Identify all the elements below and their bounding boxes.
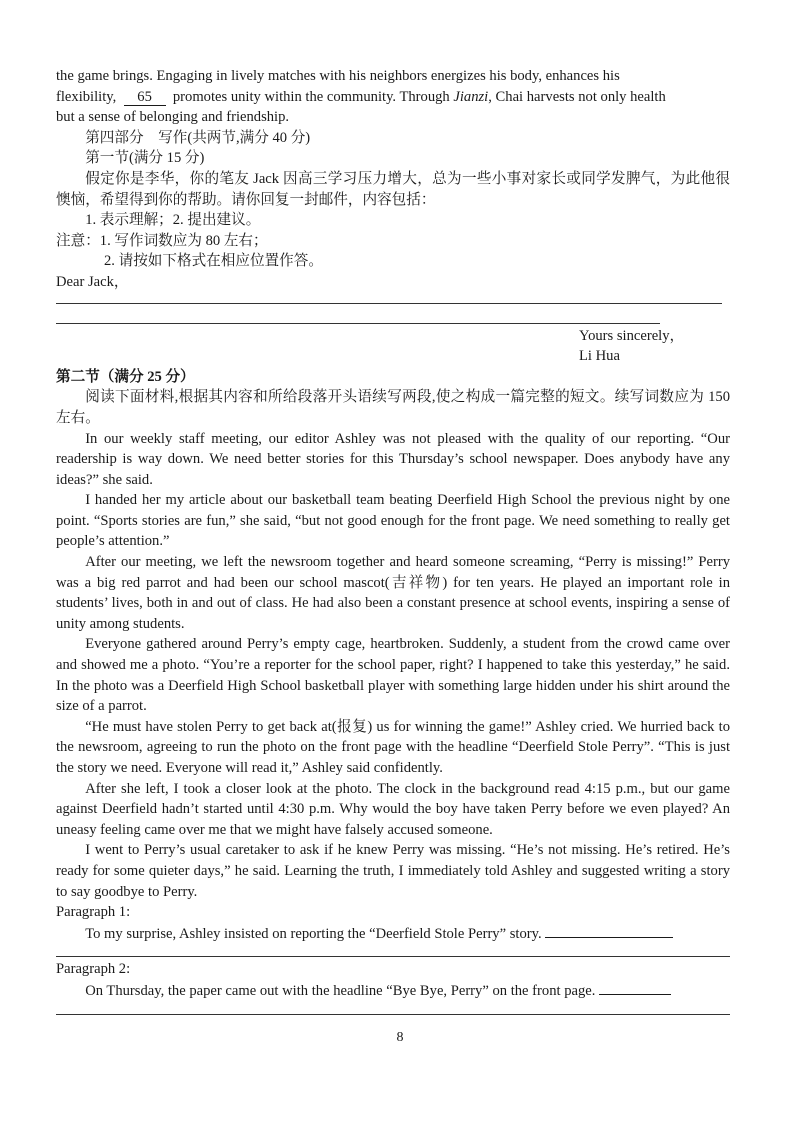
story-paragraph: After she left, I took a closer look at the photo. The clock in the background read 4:15 p.m., but our game against Deerfield hadn’t started until 4:30 p.m. Why would the boy have taken Perry before we even played? An uneasy feeling came over me that we might have falsely accused someone. — [56, 780, 730, 838]
letter-closing: Yours sincerely， — [579, 327, 685, 344]
paragraph1-start: To my surprise, Ashley insisted on reporting the “Deerfield Stole Perry” story. — [56, 923, 730, 945]
note-line: 2. 请按如下格式在相应位置作答。 — [104, 253, 323, 270]
answer-blank-65[interactable]: 65 — [124, 89, 166, 106]
page-number: 8 — [396, 1030, 404, 1045]
answer-line[interactable] — [545, 923, 673, 938]
story-paragraph: I went to Perry’s usual caretaker to ask if he knew Perry was missing. “He’s not missing. He’s retired. He’s ready for some quieter days,” he said. Learning the truth, I immediately told Ashley and suggested writing a story to say goodbye to Perry. — [56, 842, 730, 900]
letter-signature: Li Hua — [579, 348, 620, 365]
reading-line: but a sense of belonging and friendship. — [56, 109, 290, 126]
story-paragraph: I handed her my article about our basketball team beating Deerfield High School the previous night by one point. “Sports stories are fun,” she said, “but not good enough for the front page. We need something to really get people’s attention.” — [56, 492, 730, 550]
answer-line[interactable] — [599, 980, 671, 995]
story-paragraph: “He must have stolen Perry to get back at(报复) us for winning the game!” Ashley cried. We hurried back to the newsroom, agreeing to run the photo on the front page with the headline “Deerfield Stole Perry”. “This is just the story we need. Everyone will read it,” Ashley said confidently. — [56, 718, 730, 776]
section1-prompt: 假定你是李华，你的笔友 Jack 因高三学习压力增大，总为一些小事对家长或同学发脾气，为此他很懊恼，希望得到你的帮助。请你回复一封邮件，内容包括： — [56, 170, 730, 208]
note-line: 注意：1. 写作词数应为 80 左右； — [56, 232, 268, 249]
exam-page — [56, 66, 730, 1015]
section1-title: 第一节(满分 15 分) — [85, 150, 205, 167]
paragraph1-label: Paragraph 1: — [56, 904, 131, 921]
part-title: 第四部分 写作(共两节,满分 40 分) — [85, 129, 311, 146]
paragraph2-start: On Thursday, the paper came out with the headline “Bye Bye, Perry” on the front page. — [56, 980, 730, 1002]
task-points: 1. 表示理解；2. 提出建议。 — [85, 212, 261, 229]
writing-line[interactable] — [56, 1014, 730, 1015]
paragraph2-label: Paragraph 2: — [56, 961, 131, 978]
reading-line: flexibility, 65 promotes unity within the community. Through Jianzi, Chai harvests not only health — [56, 88, 666, 105]
story-paragraph: In our weekly staff meeting, our editor Ashley was not pleased with the quality of our reporting. “Our readership is way down. We need better stories for this Thursday’s school newspaper. Does anybody have any ideas?” she said. — [56, 430, 730, 488]
reading-line: the game brings. Engaging in lively matches with his neighbors energizes his body, enhances his — [56, 68, 620, 84]
section2-title: 第二节（满分 25 分） — [56, 368, 195, 385]
letter-greeting: Dear Jack， — [56, 273, 129, 290]
story-paragraph: After our meeting, we left the newsroom together and heard someone screaming, “Perry is missing!” Perry was a big red parrot and had been our school mascot(吉祥物) for ten years. He played an important role in students’ lives, both in and out of class. He had also been a constant presence at school events, inspiring a sense of unity among students. — [56, 554, 730, 632]
section2-instructions: 阅读下面材料,根据其内容和所给段落开头语续写两段,使之构成一篇完整的短文。续写词数应为 150 左右。 — [56, 389, 730, 426]
story-paragraph: Everyone gathered around Perry’s empty cage, heartbroken. Suddenly, a student from the crowd came over and showed me a photo. “You’re a reporter for the school paper, right? I happened to take this yesterday,” he said. In the photo was a Deerfield High School basketball player with something large hidden under his shirt around the size of a parrot. — [56, 636, 730, 715]
